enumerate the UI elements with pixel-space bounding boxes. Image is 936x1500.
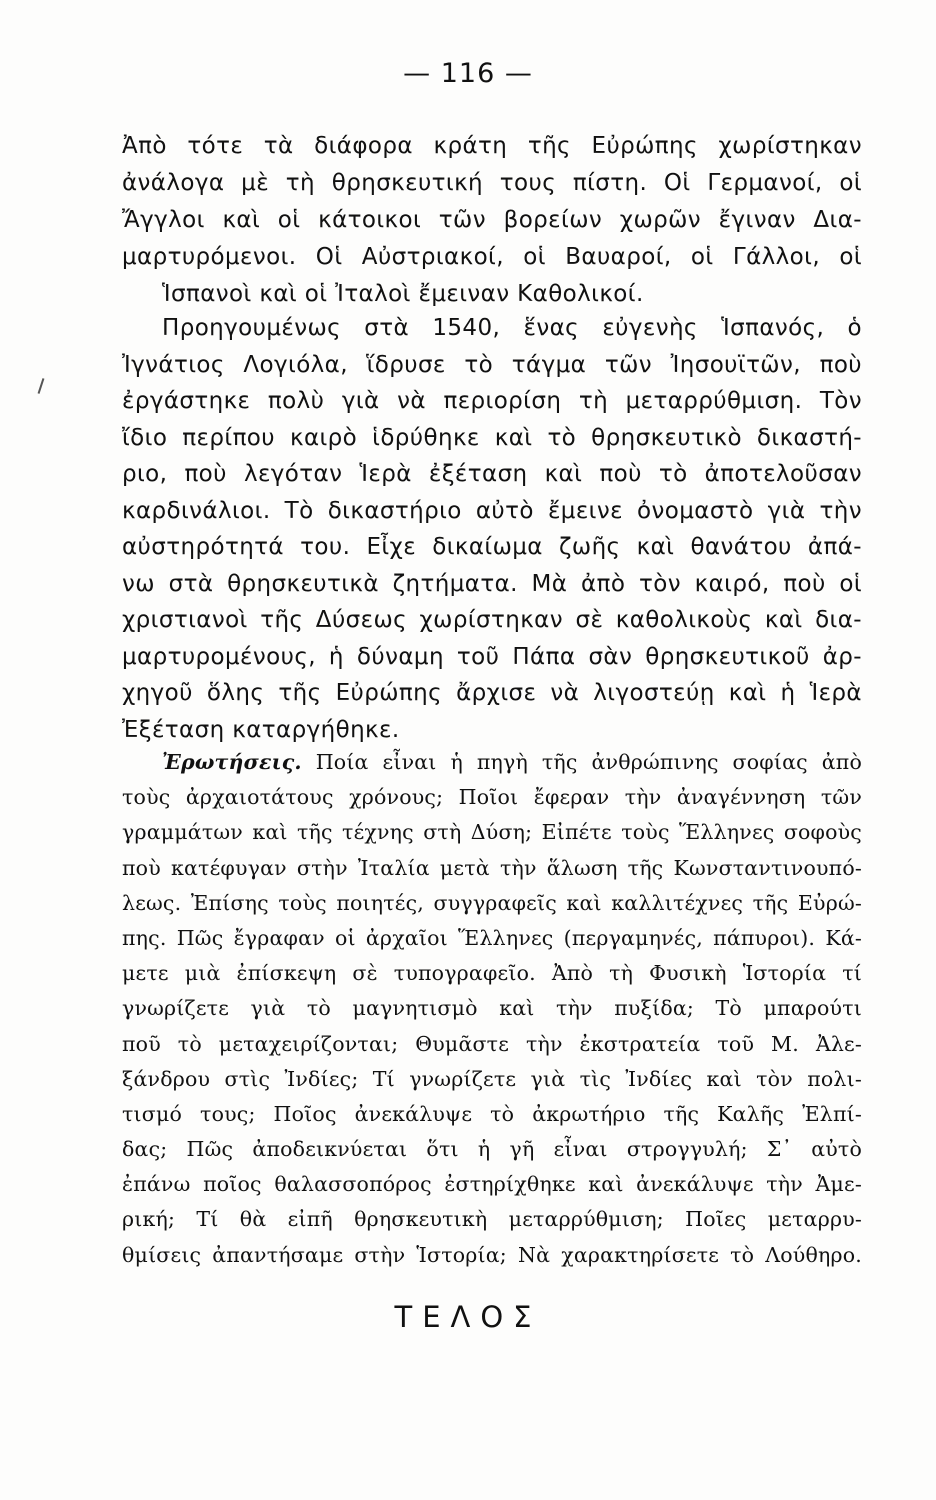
text-line: χηγοῦ ὅλης τῆς Εὐρώπης ἄρχισε νὰ λιγοστεύῃ καὶ ἡ Ἱερὰ — [122, 680, 862, 706]
page-number: — 116 — — [403, 58, 533, 89]
text-line: ριο, ποὺ λεγόταν Ἱερὰ ἐξέταση καὶ ποὺ τὸ ἀποτελοῦσαν — [122, 461, 862, 487]
text-line: Ἄγγλοι καὶ οἱ κάτοικοι τῶν βορείων χωρῶν ἔγιναν Δια- — [122, 207, 862, 233]
question-line: μετε μιὰ ἐπίσκεψη σὲ τυπογραφεῖο. Ἀπὸ τὴ Φυσικὴ Ἱστορία τί — [122, 961, 862, 986]
questions-section — [122, 745, 862, 1273]
text-line: ἐργάστηκε πολὺ γιὰ νὰ περιορίση τὴ μεταρρύθμιση. Τὸν — [122, 388, 862, 414]
text-line: χριστιανοὶ τῆς Δύσεως χωρίστηκαν σὲ καθολικοὺς καὶ δια- — [122, 607, 862, 633]
margin-pencil-mark — [38, 378, 45, 394]
question-line: ξάνδρου στὶς Ἰνδίες; Τί γνωρίζετε γιὰ τὶς Ἰνδίες καὶ τὸν πολι- — [122, 1066, 862, 1091]
text-line: ἀνάλογα μὲ τὴ θρησκευτική τους πίστη. Οἱ Γερμανοί, οἱ — [122, 170, 862, 196]
question-line: ποὺ κατέφυγαν στὴν Ἰταλία μετὰ τὴν ἅλωση τῆς Κωνσταντινουπό- — [122, 855, 862, 880]
questions-first-line-text: Ποία εἶναι ἡ πηγὴ τῆς ἀνθρώπινης σοφίας ἀπὸ — [301, 750, 862, 774]
question-line: τισμό τους; Ποῖος ἀνεκάλυψε τὸ ἀκρωτήριο τῆς Καλῆς Ἐλπί- — [122, 1101, 862, 1126]
text-line: Ἀπὸ τότε τὰ διάφορα κράτη τῆς Εὐρώπης χωρίστηκαν — [122, 133, 862, 159]
text-line: καρδινάλιοι. Τὸ δικαστήριο αὐτὸ ἔμεινε ὀνομαστὸ γιὰ τὴν — [122, 497, 862, 524]
text-line: μαρτυρομένους, ἡ δύναμη τοῦ Πάπα σὰν θρησκευτικοῦ ἀρ- — [122, 643, 862, 670]
question-line: θμίσεις ἀπαντήσαμε στὴν Ἱστορία; Νὰ χαρακτηρίσετε τὸ Λούθηρο. — [122, 1242, 862, 1267]
text-line: Προηγουμένως στὰ 1540, ἕνας εὐγενὴς Ἱσπανός, ὁ — [162, 315, 862, 341]
text-line: Ἱσπανοὶ καὶ οἱ Ἰταλοὶ ἔμειναν Καθολικοί. — [162, 281, 644, 307]
paragraph-jesuits-inquisition — [122, 310, 862, 748]
text-line: μαρτυρόμενοι. Οἱ Αὐστριακοί, οἱ Βαυαροί, οἱ Γάλλοι, οἱ — [122, 244, 862, 270]
questions-heading: Ἐρωτήσεις. — [162, 750, 302, 774]
question-line: λεως. Ἐπίσης τοὺς ποιητές, συγγραφεῖς καὶ καλλιτέχνες τῆς Εὐρώ- — [122, 890, 862, 915]
question-line: τοὺς ἀρχαιοτάτους χρόνους; Ποῖοι ἔφεραν τὴν ἀναγέννηση τῶν — [122, 785, 862, 810]
text-line: ἴδιο περίπου καιρὸ ἱδρύθηκε καὶ τὸ θρησκευτικὸ δικαστή- — [122, 424, 862, 451]
question-line: γραμμάτων καὶ τῆς τέχνης στὴ Δύση; Εἰπέτε τοὺς Ἕλληνες σοφοὺς — [122, 820, 862, 845]
paragraph-religious-division — [122, 128, 862, 313]
question-line: ποῦ τὸ μεταχειρίζονται; Θυμᾶστε τὴν ἐκστρατεία τοῦ Μ. Ἀλε- — [122, 1031, 862, 1056]
question-line: ρική; Τί θὰ εἰπῆ θρησκευτικὴ μεταρρύθμιση; Ποῖες μεταρρυ- — [122, 1207, 862, 1232]
end-title: ΤΕΛΟΣ — [394, 1300, 542, 1334]
question-line: δας; Πῶς ἀποδεικνύεται ὅτι ἡ γῆ εἶναι στρογγυλή; Σ᾿ αὐτὸ — [122, 1137, 862, 1162]
question-line: γνωρίζετε γιὰ τὸ μαγνητισμὸ καὶ τὴν πυξίδα; Τὸ μπαρούτι — [122, 996, 862, 1021]
questions-first-line — [122, 745, 862, 780]
text-line: Ἰγνάτιος Λογιόλα, ἵδρυσε τὸ τάγμα τῶν Ἰησουϊτῶν, ποὺ — [122, 351, 862, 378]
text-line: νω στὰ θρησκευτικὰ ζητήματα. Μὰ ἀπὸ τὸν καιρό, ποὺ οἱ — [122, 570, 862, 597]
text-line: Ἐξέταση καταργήθηκε. — [122, 716, 400, 743]
question-line: πης. Πῶς ἔγραφαν οἱ ἀρχαῖοι Ἕλληνες (περγαμηνές, πάπυροι). Κά- — [122, 925, 862, 950]
text-line: αὐστηρότητά του. Εἶχε δικαίωμα ζωῆς καὶ θανάτου ἀπά- — [122, 534, 862, 560]
question-line: ἐπάνω ποῖος θαλασσοπόρος ἐστηρίχθηκε καὶ ἀνεκάλυψε τὴν Ἀμε- — [122, 1172, 862, 1197]
